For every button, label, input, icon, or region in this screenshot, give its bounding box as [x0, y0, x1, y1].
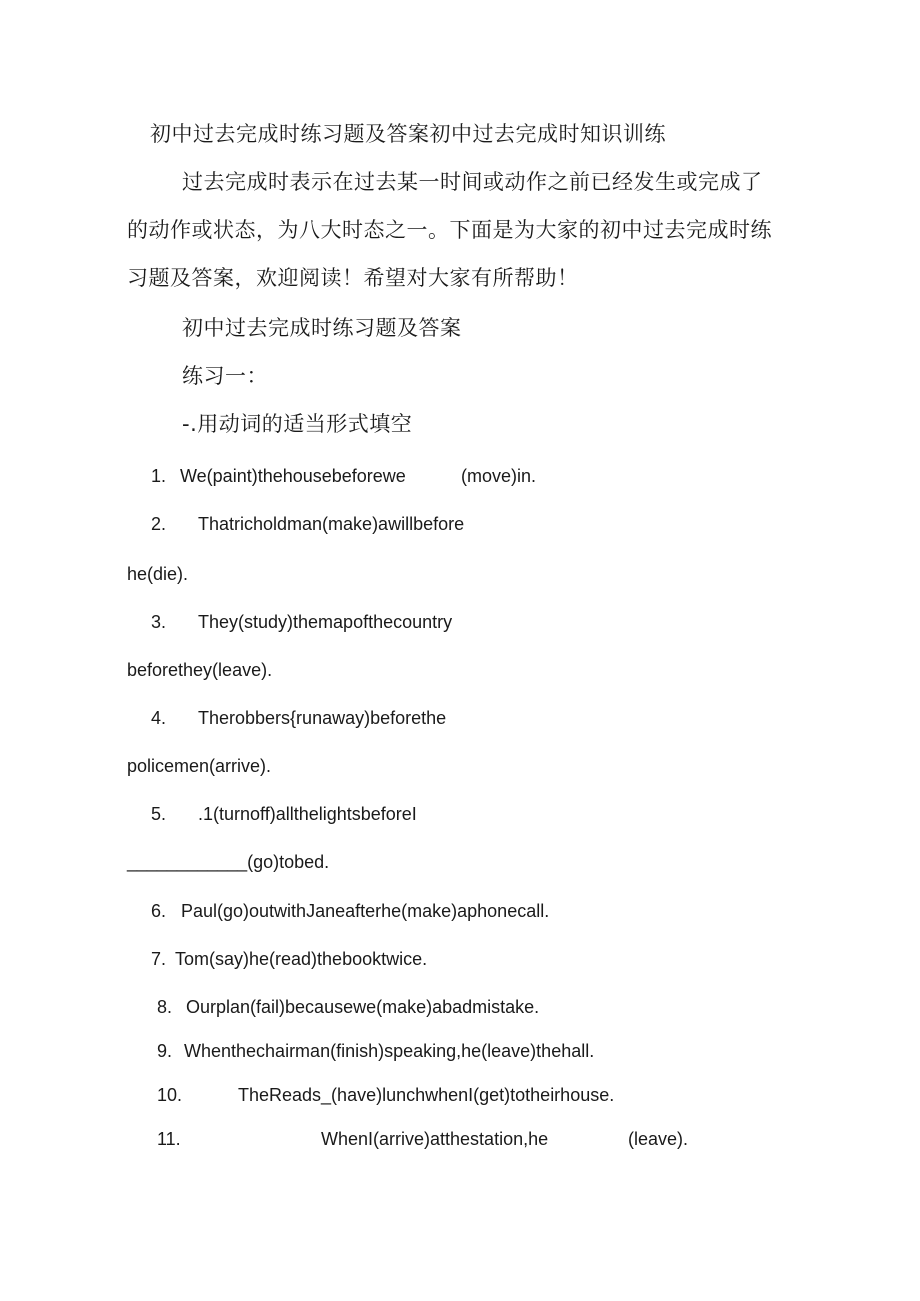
exercise-label: 练习一： — [182, 364, 268, 388]
item-text: We(paint)thehousebeforewe — [180, 466, 406, 486]
item-number: 10. — [157, 1085, 183, 1105]
intro-line-3: 习题及答案，欢迎阅读！希望对大家有所帮助！ — [127, 266, 579, 290]
item-text-continued: (leave). — [628, 1129, 689, 1149]
document-title: 初中过去完成时练习题及答案初中过去完成时知识训练 — [150, 122, 666, 146]
item-text-continued: (move)in. — [461, 466, 537, 486]
item-text: Therobbers{runaway)beforethe — [198, 708, 447, 728]
item-text-wrap: beforethey(leave). — [127, 660, 273, 680]
item-text: Paul(go)outwithJaneafterhe(make)aphonecall. — [181, 901, 550, 921]
item-number: 3. — [151, 612, 167, 632]
item-text: Ourplan(fail)becausewe(make)abadmistake. — [186, 997, 540, 1017]
item-number: 11. — [157, 1129, 181, 1149]
subtitle: 初中过去完成时练习题及答案 — [182, 316, 462, 340]
item-text-wrap: policemen(arrive). — [127, 756, 272, 776]
item-number: 7. — [151, 949, 167, 969]
item-number: 5. — [151, 804, 167, 824]
item-text-wrap: ____________(go)tobed. — [127, 852, 330, 872]
item-text: Tom(say)he(read)thebooktwice. — [175, 949, 428, 969]
item-text: .1(turnoff)allthelightsbeforeI — [198, 804, 417, 824]
item-text-wrap: he(die). — [127, 564, 189, 584]
item-number: 8. — [157, 997, 173, 1017]
item-number: 6. — [151, 901, 167, 921]
item-text: They(study)themapofthecountry — [198, 612, 453, 632]
item-text: WhenI(arrive)atthestation,he — [321, 1129, 549, 1149]
item-number: 2. — [151, 514, 167, 534]
instruction: -.用动词的适当形式填空 — [182, 412, 413, 436]
item-text: Thatricholdman(make)awillbefore — [198, 514, 465, 534]
intro-line-1: 过去完成时表示在过去某一时间或动作之前已经发生或完成了 — [182, 170, 763, 194]
item-number: 1. — [151, 466, 167, 486]
item-text: Whenthechairman(finish)speaking,he(leave)thehall. — [184, 1041, 595, 1061]
item-text: TheReads_(have)lunchwhenI(get)totheirhouse. — [238, 1085, 615, 1105]
item-number: 9. — [157, 1041, 173, 1061]
intro-line-2: 的动作或状态，为八大时态之一。下面是为大家的初中过去完成时练 — [127, 218, 772, 242]
item-number: 4. — [151, 708, 167, 728]
